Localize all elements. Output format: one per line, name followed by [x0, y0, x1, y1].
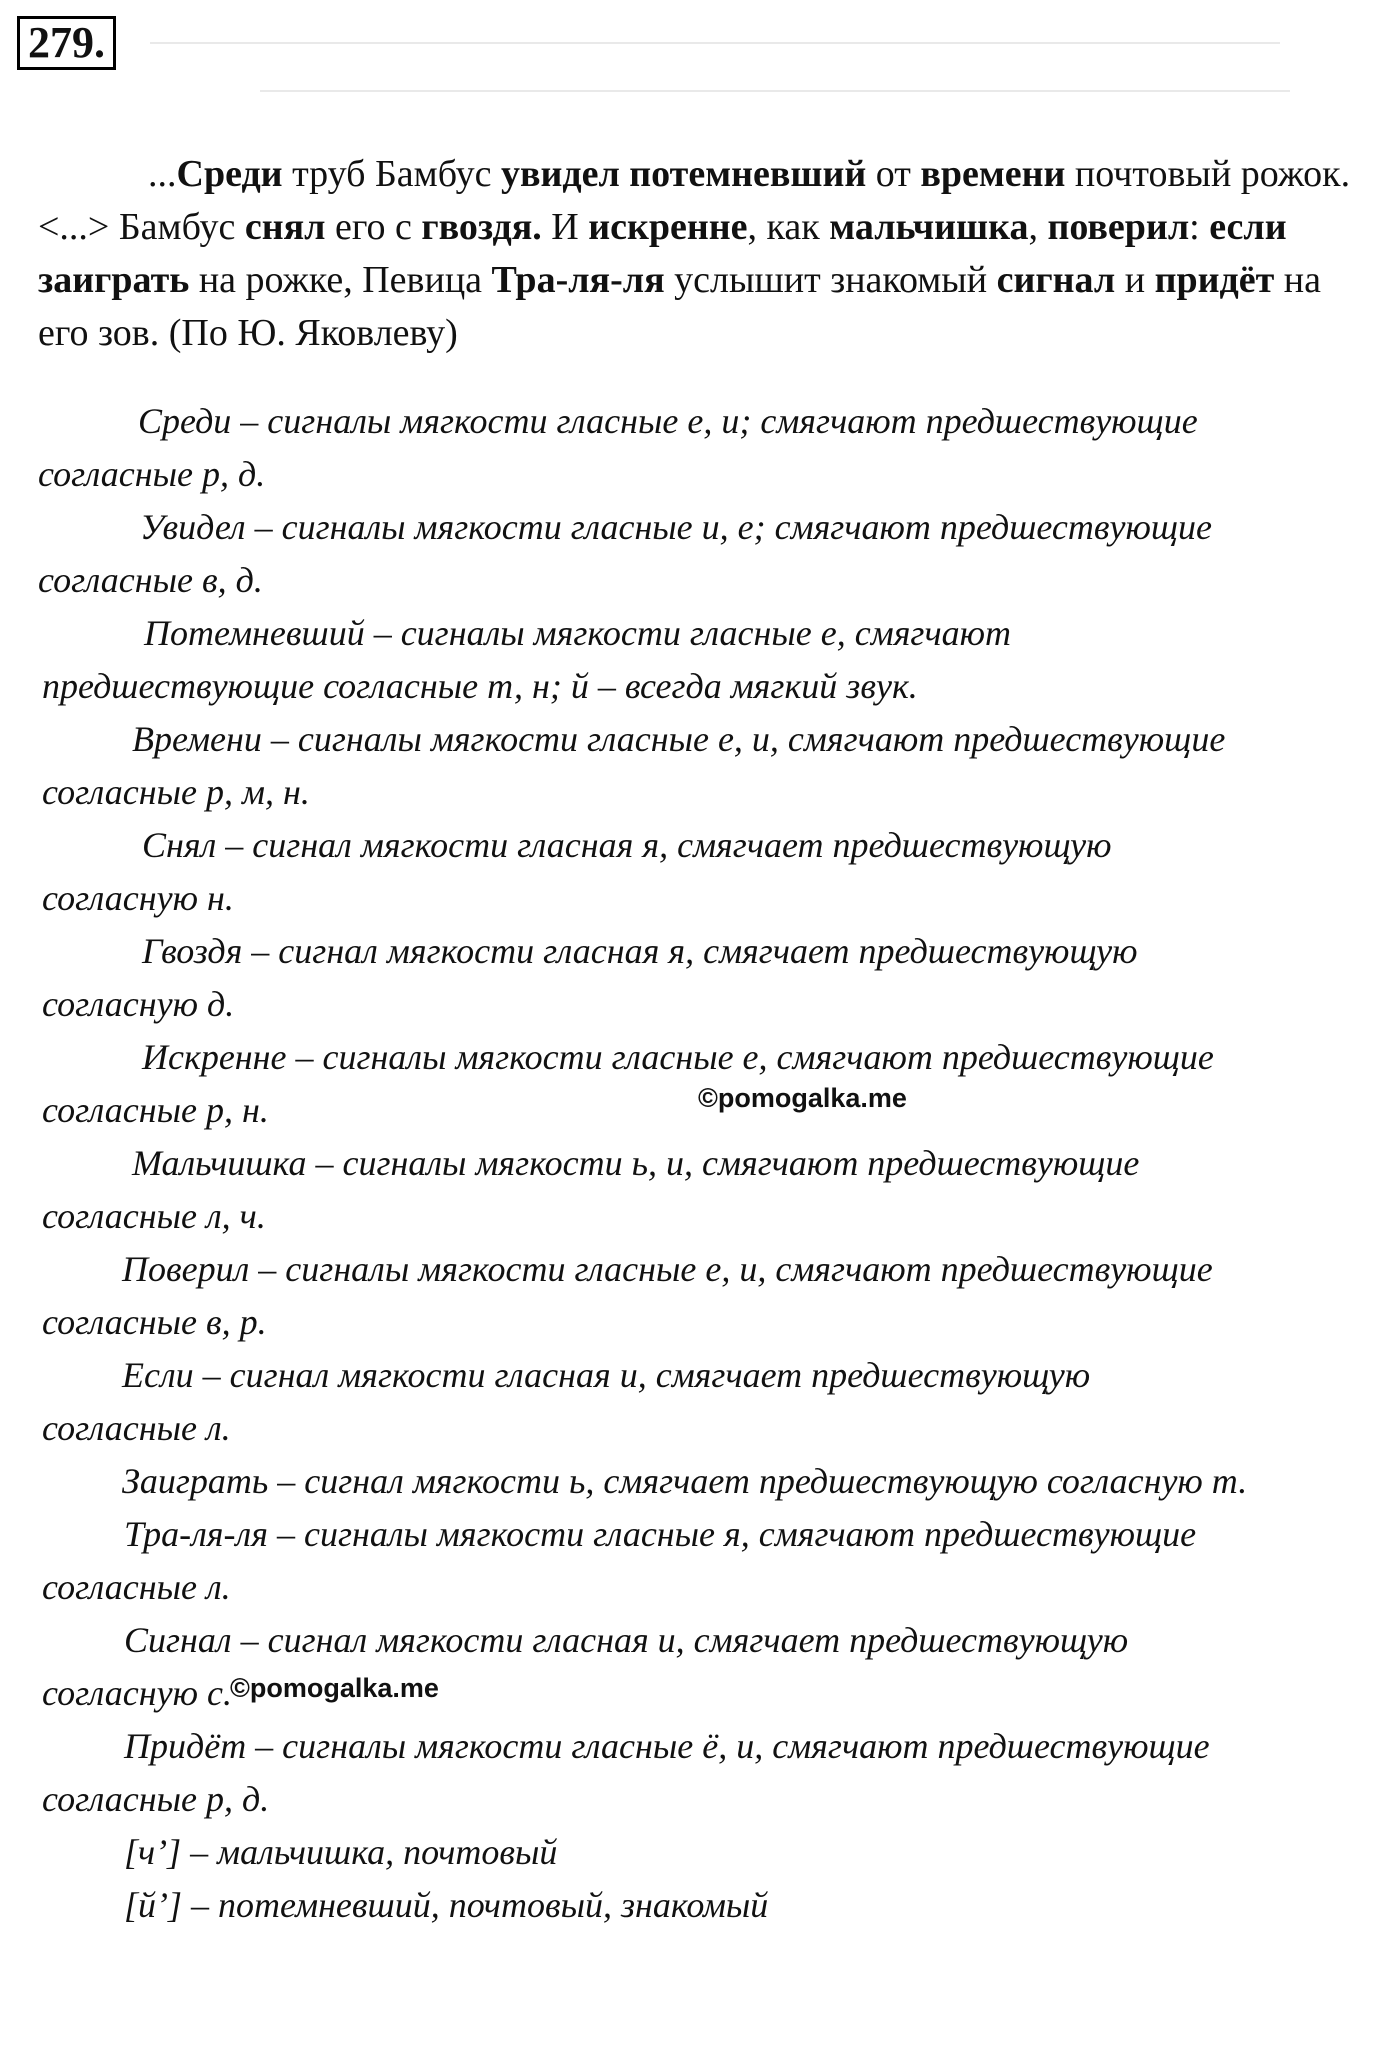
answer-line: Заиграть – сигнал мягкости ь, смягчает предшествующую согласную т. [122, 1461, 1248, 1501]
text-run: , как [747, 206, 830, 248]
answer-line: согласную с. [42, 1673, 232, 1713]
text-run: на рожке, Певица [189, 259, 492, 301]
answer-line: согласные л. [42, 1567, 231, 1607]
answer-item [0, 1614, 1400, 1720]
faint-header-line [150, 42, 1280, 44]
answer-item [0, 1243, 1400, 1349]
answer-line: Среди – сигналы мягкости гласные е, и; смягчают предшествующие [138, 401, 1198, 441]
answer-line: согласные л, ч. [42, 1196, 266, 1236]
answer-line: согласные р, м, н. [42, 772, 310, 812]
answer-line: согласную н. [42, 878, 234, 918]
answer-line: согласные л. [42, 1408, 231, 1448]
answer-line: Гвоздя – сигнал мягкости гласная я, смягчает предшествующую [142, 931, 1138, 971]
watermark: ©pomogalka.me [230, 1673, 439, 1703]
answer-line: [й’] – потемневший, почтовый, знакомый [124, 1885, 769, 1925]
answer-item [0, 713, 1400, 819]
answer-line: согласные р, н. [42, 1090, 269, 1130]
answer-line: Поверил – сигналы мягкости гласные е, и, смягчают предшествующие [122, 1249, 1213, 1289]
answer-item [0, 1137, 1400, 1243]
answer-line: предшествующие согласные т, н; й – всегда мягкий звук. [42, 666, 918, 706]
answer-line: Искренне – сигналы мягкости гласные е, смягчают предшествующие [142, 1037, 1214, 1077]
answer-line: Увидел – сигналы мягкости гласные и, е; смягчают предшествующие [140, 507, 1213, 547]
text-run: услышит знакомый [664, 259, 997, 301]
text-run: и [1115, 259, 1155, 301]
text-run: почтовый рожок. <...> Бамбус [38, 153, 1351, 248]
answer-line: Мальчишка – сигналы мягкости ь, и, смягчают предшествующие [132, 1143, 1140, 1183]
bold-word: времени [920, 153, 1066, 195]
answer-line: согласные в, р. [42, 1302, 267, 1342]
text-run: , [1028, 206, 1048, 248]
answer-line: согласные р, д. [42, 1779, 270, 1819]
text-run: ... [148, 153, 177, 195]
bold-word: искренне [588, 206, 748, 248]
answer-line: Времени – сигналы мягкости гласные е, и, смягчают предшествующие [132, 719, 1226, 759]
text-run: его с [325, 206, 422, 248]
watermark: ©pomogalka.me [698, 1083, 907, 1113]
answer-item [0, 1455, 1400, 1508]
answer-item [0, 819, 1400, 925]
bold-word: Среди [176, 153, 283, 195]
faint-header-line [260, 90, 1290, 92]
answer-line: согласную д. [42, 984, 235, 1024]
text-run: : [1189, 206, 1210, 248]
bold-word: снял [244, 206, 326, 248]
answer-item [0, 395, 1400, 501]
bold-word: поверил [1047, 206, 1190, 248]
answer-line: согласные в, д. [38, 560, 263, 600]
bold-word: увидел потемневший [500, 153, 867, 195]
answer-line: Снял – сигнал мягкости гласная я, смягчает предшествующую [142, 825, 1112, 865]
answer-item [0, 1879, 1400, 1932]
answer-line: Придёт – сигналы мягкости гласные ё, и, смягчают предшествующие [124, 1726, 1210, 1766]
answer-line: Потемневший – сигналы мягкости гласные е, смягчают [144, 613, 1012, 653]
text-run: И [541, 206, 589, 248]
text-run: труб Бамбус [282, 153, 501, 195]
bold-word: придёт [1154, 259, 1275, 301]
answer-line: Сигнал – сигнал мягкости гласная и, смягчает предшествующую [124, 1620, 1129, 1660]
answers-list [0, 395, 1400, 1932]
bold-word: Тра-ля-ля [491, 259, 665, 301]
bold-word: сигнал [996, 259, 1116, 301]
answer-item [0, 925, 1400, 1031]
text-run: на его зов. (По Ю. Яковлеву) [38, 259, 1321, 354]
answer-item [0, 1720, 1400, 1826]
text-run: от [866, 153, 921, 195]
answer-item [0, 501, 1400, 607]
answer-line: согласные р, д. [38, 454, 266, 494]
task-text [38, 148, 1363, 360]
bold-word: гвоздя. [421, 206, 542, 248]
answer-line: Если – сигнал мягкости гласная и, смягчает предшествующую [122, 1355, 1091, 1395]
answer-item [0, 1826, 1400, 1879]
bold-word: мальчишка [829, 206, 1029, 248]
bold-word: если заиграть [38, 206, 1287, 301]
answer-item [0, 607, 1400, 713]
answer-item [0, 1508, 1400, 1614]
task-number: 279. [17, 16, 116, 70]
answer-line: Тра-ля-ля – сигналы мягкости гласные я, смягчают предшествующие [124, 1514, 1197, 1554]
answer-item [0, 1349, 1400, 1455]
answer-line: [ч’] – мальчишка, почтовый [124, 1832, 558, 1872]
